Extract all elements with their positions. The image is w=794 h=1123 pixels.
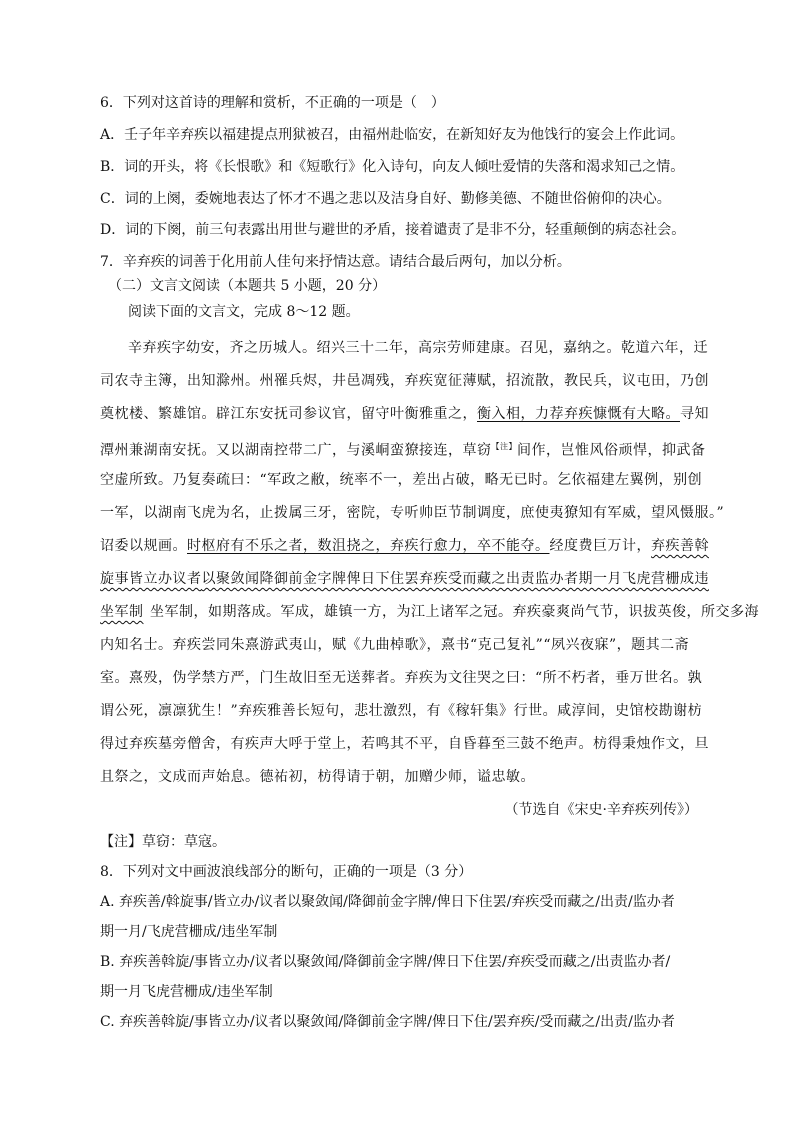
passage-line: 得过弃疾墓旁僧舍，有疾声大呼于堂上，若鸣其不平，自昏暮至三鼓不绝声。枋得秉烛作文，旦 bbox=[100, 736, 709, 752]
passage-line: 一军，以湖南飞虎为名，止拨属三牙，密院，专听帅臣节制调度，庶使夷獠知有军威，望风慑服。” bbox=[100, 505, 725, 521]
passage-line: 内知名士。弃疾尝同朱熹游武夷山，赋《九曲棹歌》，熹书“克己复礼”“夙兴夜寐”，题其二斋 bbox=[100, 637, 690, 653]
passage-source: （节选自《宋史·辛弃疾列传》） bbox=[504, 802, 698, 818]
question-6-stem: 6．下列对这首诗的理解和赏析，不正确的一项是（ ） bbox=[100, 95, 445, 111]
passage-line: 辛弃疾字幼安，齐之历城人。绍兴三十二年，高宗劳师建康。召见，嘉纳之。乾道六年，迁 bbox=[128, 340, 708, 356]
q6-option-a: A．壬子年辛弃疾以福建提点刑狱被召，由福州赴临安，在新知好友为他饯行的宴会上作此词。 bbox=[100, 127, 685, 143]
passage-line: 空虚所致。乃复奏疏曰：“军政之敝，统率不一，差出占破，略无已时。乞依福建左翼例，别创 bbox=[100, 472, 703, 488]
q8-option-a: A. 弃疾善/斡旋事/皆立办/议者以聚敛闻/降御前金字牌/俾日下住罢/弃疾受而藏之/出责/监办者 bbox=[100, 894, 675, 910]
underlined-sentence: 衡入相，力荐弃疾慷慨有大略。 bbox=[477, 406, 680, 422]
q8-option-a-cont: 期一月/飞虎营栅成/违坐军制 bbox=[100, 924, 278, 940]
passage-text: 潭州兼湖南安抚。又以湖南控带二广，与溪峒蛮獠接连，草窃 bbox=[100, 442, 492, 459]
wavy-underlined-text: 坐军制 bbox=[100, 604, 144, 620]
q6-option-b: B．词的开头，将《长恨歌》和《短歌行》化入诗句，向友人倾吐爱情的失落和渴求知己之情。 bbox=[100, 159, 685, 175]
q6-option-c: C．词的上阕，委婉地表达了怀才不遇之悲以及洁身自好、勤修美德、不随世俗俯仰的决心。 bbox=[100, 191, 671, 207]
passage-line bbox=[100, 570, 709, 588]
q6-option-d: D．词的下阕，前三句表露出用世与避世的矛盾，接着谴责了是非不分，轻重颠倒的病态社会。 bbox=[100, 222, 686, 238]
section-heading: （二）文言文阅读（本题共 5 小题，20 分） bbox=[108, 278, 387, 294]
underlined-sentence: 时枢府有不乐之者，数沮挠之，弃疾行愈力，卒不能夺。 bbox=[187, 538, 550, 554]
passage-text: 奠枕楼、繁雄馆。辟江东安抚司参议官，留守叶衡雅重之， bbox=[100, 406, 477, 422]
passage-text: 经度费巨万计， bbox=[549, 538, 651, 554]
passage-line: 司农寺主簿，出知滁州。州罹兵烬，井邑凋残，弃疾宽征薄赋，招流散，教民兵，议屯田，乃创 bbox=[100, 373, 709, 389]
wavy-underlined-text: 弃疾善斡 bbox=[651, 538, 709, 554]
passage-text: 诏委以规画。 bbox=[100, 538, 187, 554]
passage-line: 坐军制，如期落成。军成，雄镇一方，为江上诸军之冠。弃疾豪爽尚气节，识拔英俊，所交多海 bbox=[150, 604, 759, 620]
footnote: 【注】草窃：草寇。 bbox=[100, 834, 226, 850]
passage-line bbox=[100, 537, 709, 555]
question-7-stem: 7．辛弃疾的词善于化用前人佳句来抒情达意。请结合最后两句，加以分析。 bbox=[100, 254, 571, 270]
footnote-marker: 【注】 bbox=[491, 442, 517, 451]
passage-line bbox=[100, 438, 706, 460]
passage-line: 室。熹殁，伪学禁方严，门生故旧至无送葬者。弃疾为文往哭之曰：“所不朽者，垂万世名。孰 bbox=[100, 670, 703, 686]
passage-line bbox=[100, 603, 144, 621]
reading-instruction: 阅读下面的文言文，完成 8～12 题。 bbox=[128, 304, 360, 320]
q8-option-b: B. 弃疾善斡旋/事皆立办/议者以聚敛闻/降御前金字牌/俾日下住罢/弃疾受而藏之/出责监办者/ bbox=[100, 954, 671, 970]
wavy-underlined-text: 旋事皆立办议者 bbox=[100, 571, 202, 587]
wavy-underlined-text: 以聚敛闻降御前金字牌俾日下住罢弃疾受而藏之出责监办者期一月飞虎营栅成违 bbox=[201, 571, 709, 587]
question-8-stem: 8．下列对文中画波浪线部分的断句，正确的一项是（3 分） bbox=[100, 864, 473, 880]
passage-text: 寻知 bbox=[680, 406, 709, 422]
passage-text: 间作，岂惟风俗顽悍，抑武备 bbox=[517, 442, 706, 459]
passage-line: 且祭之，文成而声始息。德祐初，枋得请于朝，加赠少师，谥忠敏。 bbox=[100, 769, 535, 785]
passage-line bbox=[100, 405, 709, 423]
q8-option-c: C. 弃疾善斡旋/事皆立办/议者以聚敛闻/降御前金字牌/俾日下住/罢弃疾/受而藏之/出责/监办者 bbox=[100, 1014, 675, 1030]
q8-option-b-cont: 期一月飞虎营栅成/违坐军制 bbox=[100, 984, 273, 1000]
passage-line: 谓公死，凛凛犹生！”弃疾雅善长短句，悲壮激烈，有《稼轩集》行世。咸淳间，史馆校勘谢枋 bbox=[100, 703, 703, 719]
